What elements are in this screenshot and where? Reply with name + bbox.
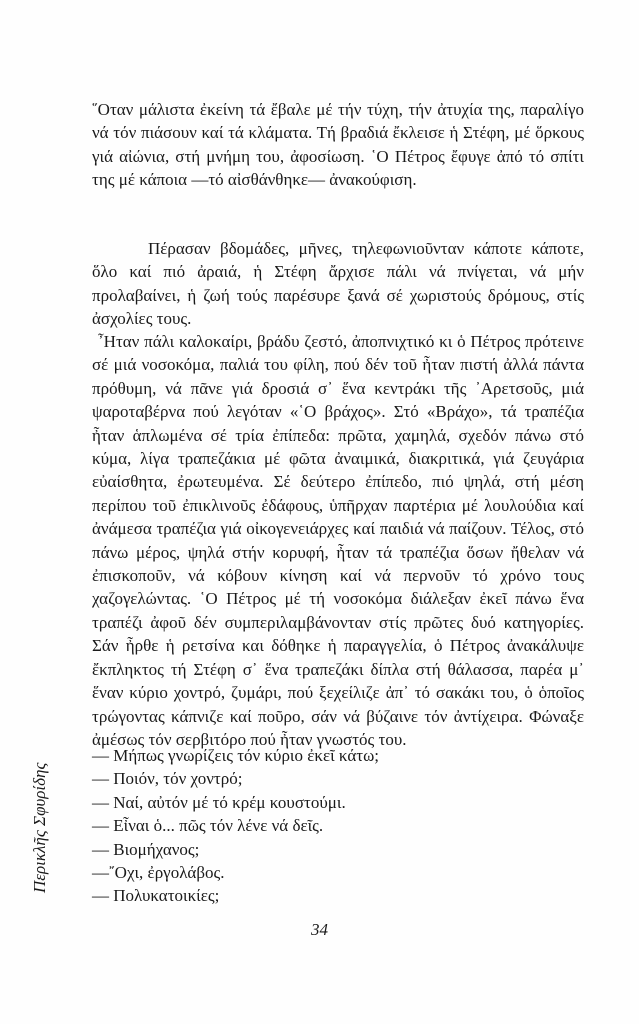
paragraph-text: ῏Ηταν πάλι καλοκαίρι, βράδυ ζεστό, ἀποπνιχτικό κι ὁ Πέτρος πρότεινε σέ μιά νοσοκόμα, παλιά του φίλη, πού δέν τοῦ ἦταν πιστή ἀλλά πάντα πρόθυμη, νά πᾶνε γιά δροσιά σ᾿ ἕνα κεντράκι τῆς ᾿Αρετσοῦς, μιά ψαροταβέρνα πού λεγόταν «῾Ο βράχος». Στό «Βράχο», τά τραπέζια ἦταν ἁπλωμένα σέ τρία ἐπίπεδα: πρῶτα, χαμηλά, σχεδόν πάνω στό κύμα, λίγα τραπεζάκια μέ φῶτα ἀναιμικά, διακριτικά, γιά ζευγάρια εὐαίσθητα, ἐρωτευμένα. Σέ δεύτερο ἐπίπεδο, πιό ψηλά, στή μέση περίπου τοῦ ἐπικλινοῦς ἐδάφους, ὑπῆρχαν παρτέρια μέ λουλούδια καί ἀνάμεσα τραπέζια γιά οἰκογενειάρχες καί παιδιά νά παίζουν. Τέλος, στό πάνω μέρος, ψηλά στήν κορυφή, ἦταν τά τραπέζια ὅσων ἤθελαν νά ἐπισκοποῦν, νά κόβουν κίνηση καί νά περνοῦν τό χρόνο τους χαζογελώντας. ῾Ο Πέτρος μέ τή νοσοκόμα διάλεξαν ἐκεῖ πάνω ἕνα τραπέζι ἀφοῦ δέν συμπεριλαμβάνονταν στίς πρῶτες δυό κατηγορίες. Σάν ἦρθε ἡ ρετσίνα και δόθηκε ἡ παραγγελία, ὁ Πέτρος ἀνακάλυψε ἔκπληκτος τή Στέφη σ᾿ ἕνα τραπεζάκι δίπλα στή θάλασσα, παρέα μ᾿ ἕναν κύριο χοντρό, ζυμάρι, πού ξεχείλιζε ἀπ᾿ τό σακάκι του, ὁ ὁποῖος τρώγοντας κάπνιζε καί ποῦρο, σάν νά βύζαινε τόν ἀντίχειρα. Φώναξε ἀμέσως τόν σερβιτόρο πού ἦταν γνωστός του. — [92, 332, 584, 749]
dialogue-line: — Εἶναι ὁ... πῶς τόν λένε νά δεῖς. — [92, 816, 324, 836]
dialogue-line: — Ποιόν, τόν χοντρό; — [92, 769, 243, 789]
dialogue-line: — Μήπως γνωρίζεις τόν κύριο ἐκεῖ κάτω; — [92, 746, 379, 765]
running-title: Περικλῆς Σφυρίδης — [30, 762, 49, 893]
page-number: 34 — [311, 920, 328, 939]
dialogue-line: — Βιομήχανος; — [92, 839, 200, 859]
dialogue-line: — Πολυκατοικίες; — [92, 886, 220, 906]
paragraph-2 — [92, 237, 584, 331]
dialogue-line: —῎Οχι, ἐργολάβος. — [92, 863, 225, 883]
paragraph-1 — [92, 98, 584, 192]
paragraph-3 — [92, 330, 584, 751]
paragraph-text: ῞Οταν μάλιστα ἐκείνη τά ἔβαλε μέ τήν τύχη, τήν ἀτυχία της, παραλίγο νά τόν πιάσουν καί τά κλάματα. Τή βραδιά ἔκλεισε ἡ Στέφη, μέ ὅρκους γιά αἰώνια, στή μνήμη του, ἀφοσίωση. ῾Ο Πέτρος ἔφυγε ἀπό τό σπίτι της μέ κάποια —τό αἰσθάνθηκε— ἀνακούφιση. — [92, 100, 584, 190]
dialogue-block — [92, 744, 584, 908]
paragraph-text: Πέρασαν βδομάδες, μῆνες, τηλεφωνιοῦνταν κάποτε κάποτε, ὅλο καί πιό ἀραιά, ἡ Στέφη ἄρχισε πάλι νά πνίγεται, νά μήν προλαβαίνει, ἡ ζωή τούς παρέσυρε ξανά σέ χωριστούς δρόμους, στίς ἀσχολίες τους. — [92, 239, 584, 329]
dialogue-line: — Ναί, αὐτόν μέ τό κρέμ κουστούμι. — [92, 792, 346, 812]
